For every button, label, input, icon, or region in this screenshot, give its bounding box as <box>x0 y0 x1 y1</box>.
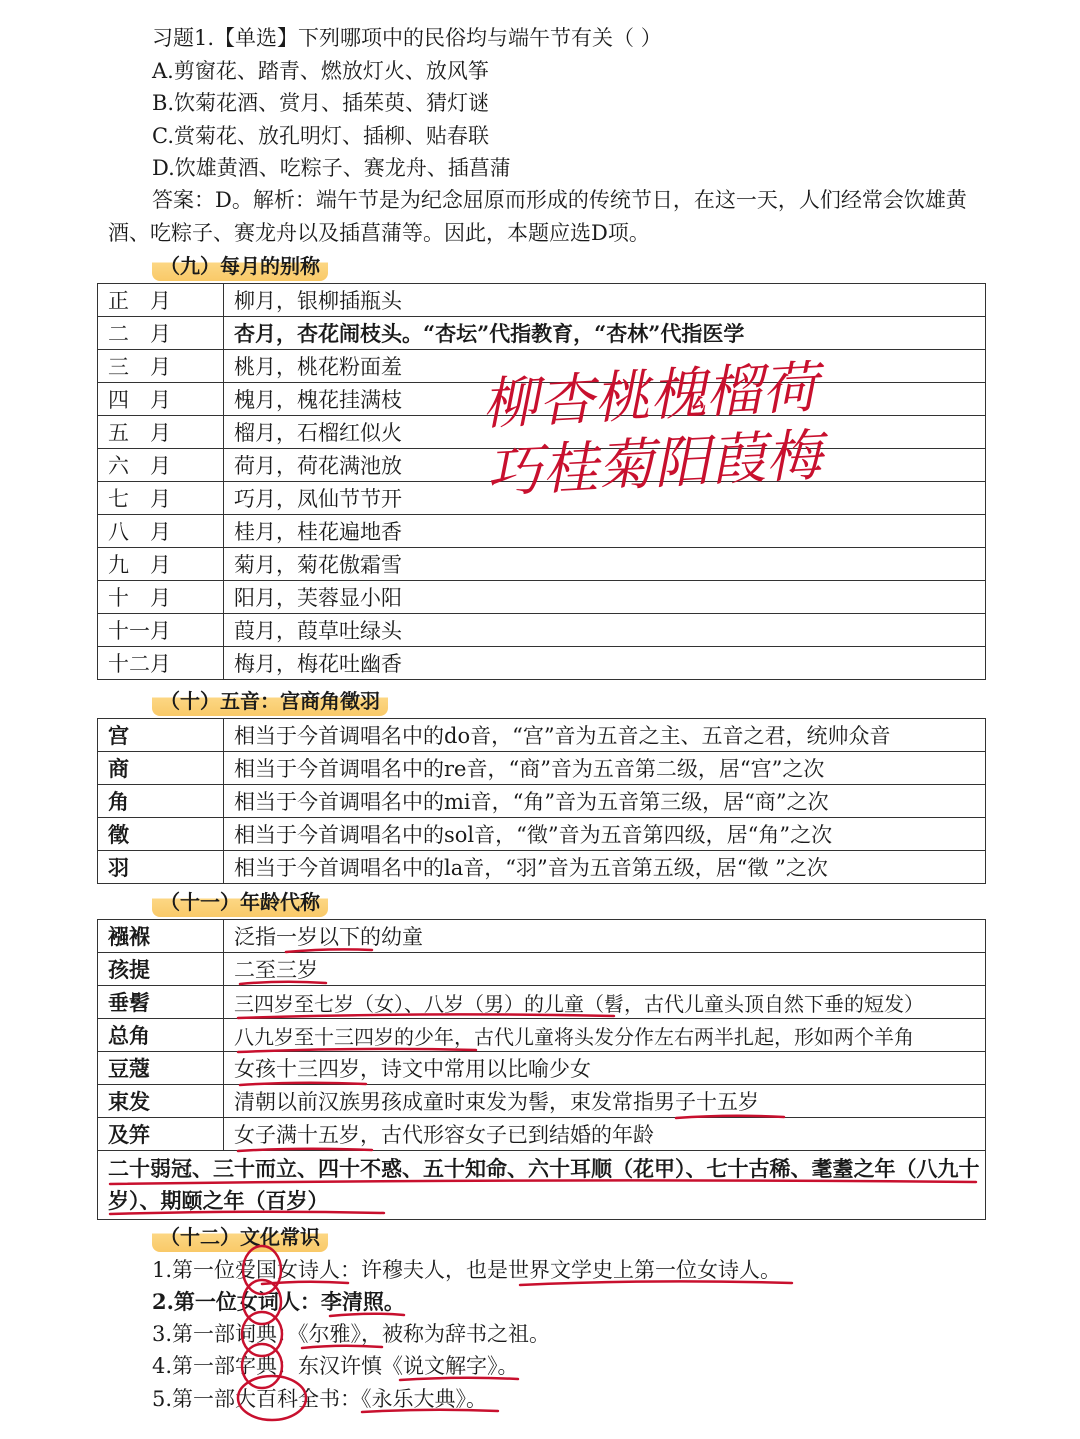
age-name: 及笄 <box>98 1118 224 1151</box>
underline-mark <box>302 1346 382 1348</box>
age-name: 垂髫 <box>98 986 224 1019</box>
underline-mark <box>238 1014 614 1018</box>
month-name: 正 月 <box>98 284 224 317</box>
age-desc: 二至三岁 <box>224 953 986 986</box>
month-desc: 葭月，葭草吐绿头 <box>224 614 986 647</box>
month-name: 五 月 <box>98 416 224 449</box>
underline-mark <box>240 982 326 984</box>
section-heading-tones: （十）五音：宫商角徵羽 <box>152 686 388 716</box>
underline-mark <box>286 949 372 952</box>
underline-mark <box>238 1049 476 1052</box>
age-desc: 清朝以前汉族男孩成童时束发为髻，束发常指男子十五岁 <box>224 1085 986 1118</box>
underline-mark <box>110 1180 976 1184</box>
underline-mark <box>520 1281 792 1285</box>
section-heading-months: （九）每月的别称 <box>152 251 328 281</box>
month-name: 八 月 <box>98 515 224 548</box>
tone-name: 羽 <box>98 851 224 884</box>
age-name: 豆蔻 <box>98 1052 224 1085</box>
tone-name: 商 <box>98 752 224 785</box>
month-desc: 梅月，梅花吐幽香 <box>224 647 986 680</box>
tone-desc: 相当于今首调唱名中的la音，“羽”音为五音第五级，居“徵 ”之次 <box>224 851 986 884</box>
tone-name: 徵 <box>98 818 224 851</box>
section-heading-ages: （十一）年龄代称 <box>152 887 328 917</box>
month-desc: 桃月，桃花粉面羞 <box>224 350 986 383</box>
month-desc: 菊月，菊花傲霜雪 <box>224 548 986 581</box>
tone-name: 角 <box>98 785 224 818</box>
month-name: 十 月 <box>98 581 224 614</box>
culture-item: 2.第一位女词人：李清照。 <box>152 1289 405 1314</box>
underline-mark <box>330 1314 404 1316</box>
question-stem: 习题1.【单选】下列哪项中的民俗均与端午节有关（ ） <box>152 26 662 50</box>
month-desc: 桂月，桂花遍地香 <box>224 515 986 548</box>
underline-mark <box>262 1282 348 1284</box>
tone-desc: 相当于今首调唱名中的sol音，“徵”音为五音第四级，居“角”之次 <box>224 818 986 851</box>
month-name: 七 月 <box>98 482 224 515</box>
tone-desc: 相当于今首调唱名中的do音，“宫”音为五音之主、五音之君，统帅众音 <box>224 719 986 752</box>
underline-mark <box>676 1116 784 1118</box>
underline-mark <box>240 1083 366 1085</box>
month-name: 十二月 <box>98 647 224 680</box>
month-desc: 榴月，石榴红似火 <box>224 416 986 449</box>
underline-mark <box>110 1212 384 1214</box>
age-name: 束发 <box>98 1085 224 1118</box>
month-desc: 槐月，槐花挂满枝 <box>224 383 986 416</box>
age-name: 襁褓 <box>98 920 224 953</box>
month-desc: 杏月，杏花闹枝头。“杏坛”代指教育，“杏林”代指医学 <box>224 317 986 350</box>
underline-mark <box>362 1410 498 1412</box>
month-name: 六 月 <box>98 449 224 482</box>
age-desc: 泛指一岁以下的幼童 <box>224 920 986 953</box>
month-name: 三 月 <box>98 350 224 383</box>
underline-mark <box>238 1149 372 1151</box>
option-b: B.饮菊花酒、赏月、插茱萸、猜灯谜 <box>152 91 490 115</box>
month-desc: 柳月，银柳插瓶头 <box>224 284 986 317</box>
answer-explanation: 答案：D。解析：端午节是为纪念屈原而形成的传统节日，在这一天，人们经常会饮雄黄酒、吃粽子、赛龙舟以及插菖蒲等。因此，本题应选D项。 <box>108 188 967 245</box>
age-name: 孩提 <box>98 953 224 986</box>
month-desc: 阳月，芙蓉显小阳 <box>224 581 986 614</box>
age-desc: 三四岁至七岁（女）、八岁（男）的儿童（髫，古代儿童头顶自然下垂的短发） <box>224 986 986 1019</box>
age-desc: 女孩十三四岁，诗文中常用以比喻少女 <box>224 1052 986 1085</box>
culture-item: 4.第一部字典：东汉许慎《说文解字》。 <box>152 1354 519 1378</box>
handwritten-note-line2: 巧桂菊阳葭梅 <box>484 423 824 506</box>
month-name: 十一月 <box>98 614 224 647</box>
tone-desc: 相当于今首调唱名中的re音，“商”音为五音第二级，居“宫”之次 <box>224 752 986 785</box>
culture-item: 3.第一部词典：《尔雅》，被称为辞书之祖。 <box>152 1322 551 1346</box>
section-heading-culture: （十二）文化常识 <box>152 1222 328 1252</box>
option-c: C.赏菊花、放孔明灯、插柳、贴春联 <box>152 124 489 148</box>
option-d: D.饮雄黄酒、吃粽子、赛龙舟、插菖蒲 <box>152 156 511 180</box>
age-desc: 八九岁至十三四岁的少年，古代儿童将头发分作左右两半扎起，形如两个羊角 <box>224 1019 986 1052</box>
tone-desc: 相当于今首调唱名中的mi音，“角”音为五音第三级，居“商”之次 <box>224 785 986 818</box>
handwritten-note-line1: 柳杏桃槐榴荷 <box>480 355 820 438</box>
month-name: 四 月 <box>98 383 224 416</box>
underline-mark <box>400 1378 518 1380</box>
circle-mark <box>238 1376 306 1420</box>
option-a: A.剪窗花、踏青、燃放灯火、放风筝 <box>152 59 489 83</box>
month-desc: 荷月，荷花满池放 <box>224 449 986 482</box>
tone-name: 宫 <box>98 719 224 752</box>
culture-item: 1.第一位爱国女诗人：许穆夫人，也是世界文学史上第一位女诗人。 <box>152 1258 782 1282</box>
month-desc: 巧月，凤仙节节开 <box>224 482 986 515</box>
age-desc: 女子满十五岁，古代形容女子已到结婚的年龄 <box>224 1118 986 1151</box>
culture-item: 5.第一部大百科全书：《永乐大典》。 <box>152 1387 488 1411</box>
month-name: 二 月 <box>98 317 224 350</box>
age-summary: 二十弱冠、三十而立、四十不惑、五十知命、六十耳顺（花甲）、七十古稀、耄耋之年（八九十岁）、期颐之年（百岁） <box>98 1151 986 1220</box>
month-name: 九 月 <box>98 548 224 581</box>
age-name: 总角 <box>98 1019 224 1052</box>
